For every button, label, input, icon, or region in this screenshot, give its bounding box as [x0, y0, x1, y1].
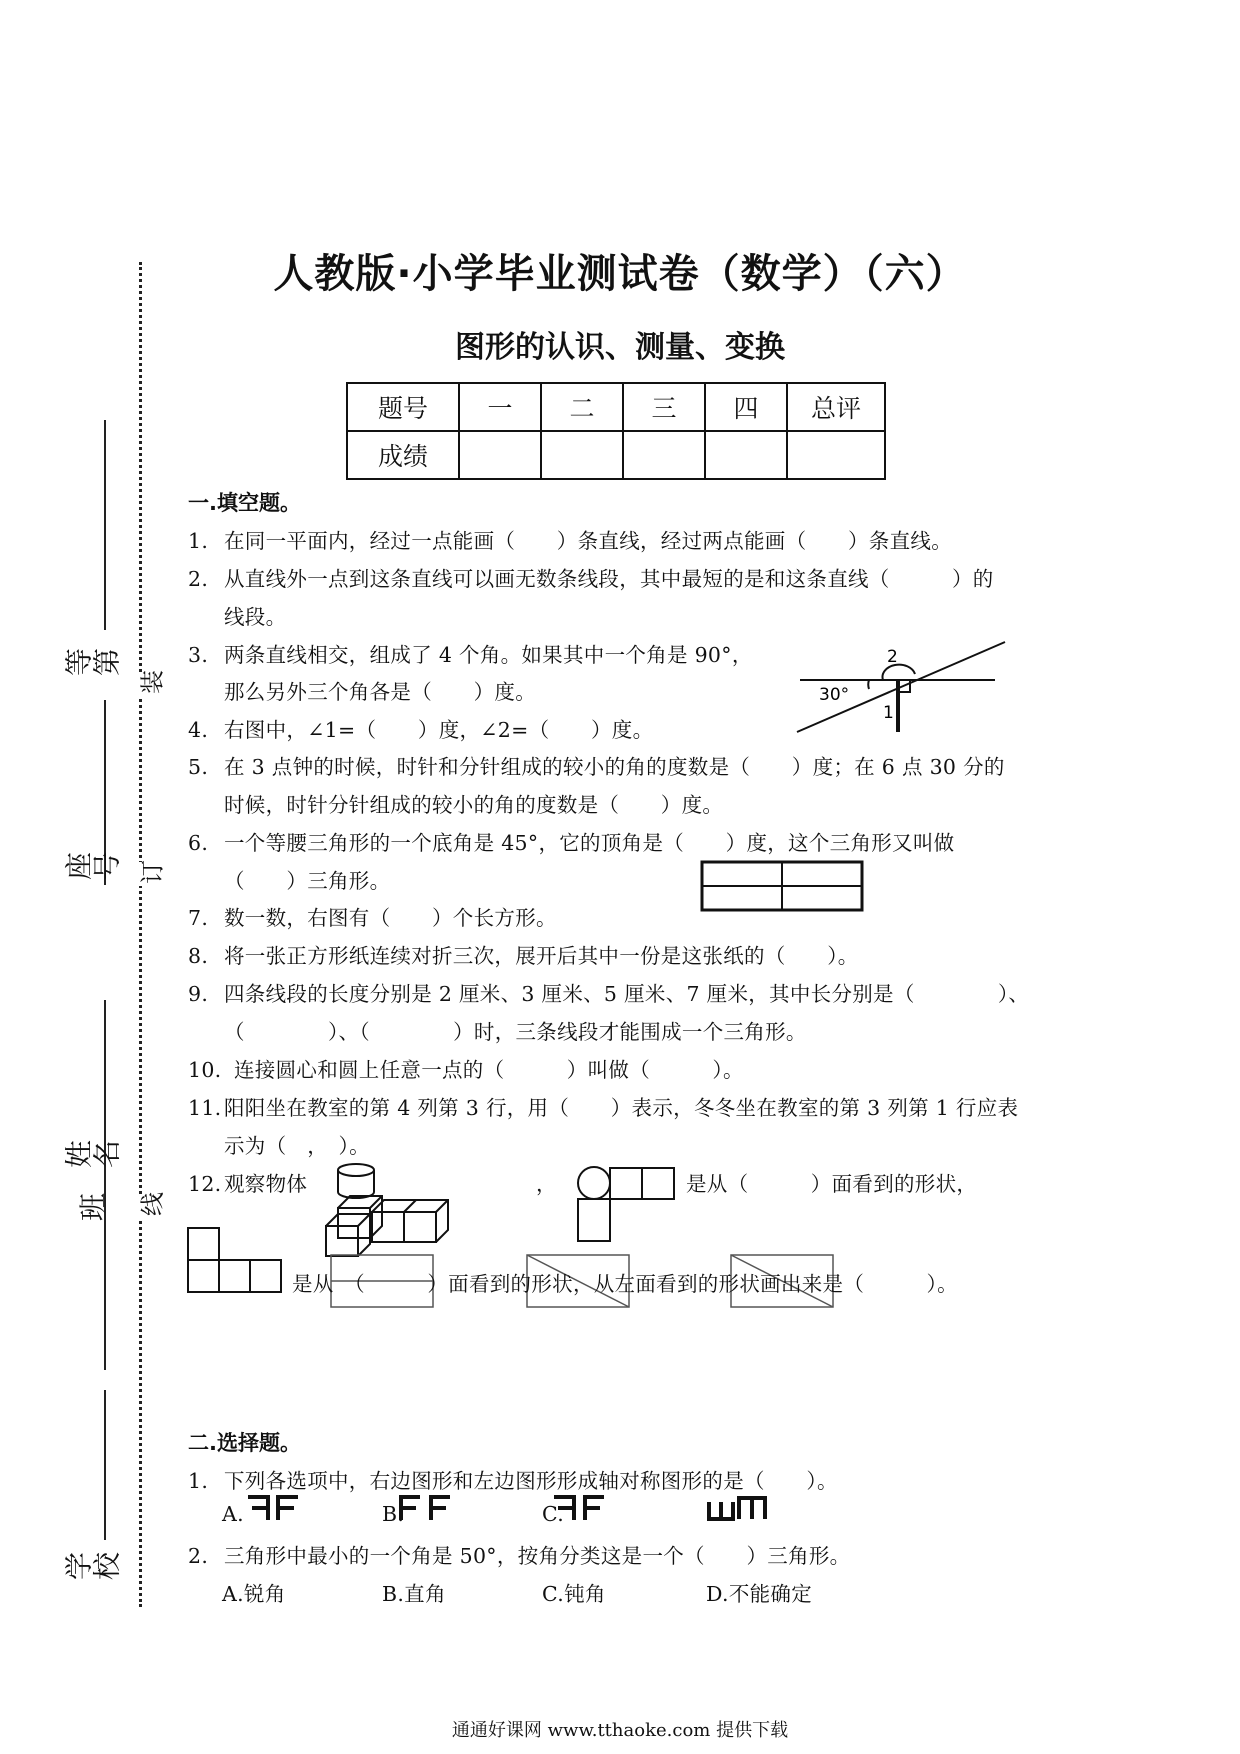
- question-1-12: [188, 1167, 307, 1197]
- question-1-3-line2: 那么另外三个角各是（ ）度。: [224, 680, 536, 704]
- view-l-shape-figure: [186, 1226, 284, 1296]
- question-1-3: [188, 638, 753, 668]
- score-input-cell[interactable]: [541, 431, 623, 479]
- question-number: 4.: [188, 718, 209, 742]
- question-1-7: [188, 901, 557, 931]
- question-number: 10.: [188, 1058, 222, 1082]
- question-1-5-line2: 时候，时针分针组成的较小的角的度数是（ ）度。: [224, 793, 724, 817]
- question-1-8: [188, 939, 859, 969]
- question-1-2-line2: 线段。: [224, 605, 287, 629]
- option-c[interactable]: C.钝角: [542, 1582, 606, 1606]
- question-number: 8.: [188, 944, 209, 968]
- page-subtitle: 图形的认识、测量、变换: [455, 330, 785, 365]
- binding-char-zhuang: 装: [134, 672, 169, 696]
- score-header-cell: 总评: [787, 383, 885, 431]
- question-1-2: [188, 562, 994, 592]
- question-text: 右图中，∠1=（ ）度，∠2=（ ）度。: [224, 718, 654, 742]
- score-input-cell[interactable]: [787, 431, 885, 479]
- sidebar-line-name: [104, 1000, 106, 1370]
- score-row-label: 成绩: [347, 431, 459, 479]
- question-number: 6.: [188, 831, 209, 855]
- question-text: 三角形中最小的一个角是 50°，按角分类这是一个（ ）三角形。: [224, 1544, 851, 1568]
- option-c-symbol: [552, 1494, 608, 1522]
- score-header-cell: 三: [623, 383, 705, 431]
- question-text: 下列各选项中，右边图形和左边图形形成轴对称图形的是（ ）。: [224, 1469, 838, 1493]
- section-heading-choice: 二.选择题。: [188, 1431, 301, 1455]
- score-input-cell[interactable]: [705, 431, 787, 479]
- sidebar-line-dengdi: [104, 420, 106, 630]
- score-table-score-row: [347, 431, 885, 479]
- page-title: 人教版·小学毕业测试卷（数学）（六）: [273, 251, 967, 297]
- question-text: 在同一平面内，经过一点能画（ ）条直线，经过两点能画（ ）条直线。: [224, 529, 952, 553]
- question-text: 四条线段的长度分别是 2 厘米、3 厘米、5 厘米、7 厘米，其中长分别是（ ）、: [224, 982, 1030, 1006]
- question-1-6: [188, 826, 954, 856]
- option-d[interactable]: D.不能确定: [706, 1582, 813, 1606]
- sidebar-line-school: [104, 1390, 106, 1540]
- question-number: 5.: [188, 755, 209, 779]
- question-1-11-line2: 示为（ ， ）。: [224, 1134, 370, 1158]
- question-number: 1.: [188, 529, 209, 553]
- question-1-4: [188, 713, 653, 743]
- section-heading-fill-blank: 一.填空题。: [188, 491, 301, 515]
- option-label: B.: [382, 1502, 405, 1526]
- option-label: A.: [222, 1502, 244, 1526]
- question-1-11: [188, 1091, 1018, 1121]
- question-text: 连接圆心和圆上任意一点的（ ）叫做（ ）。: [234, 1058, 744, 1082]
- question-text: 在 3 点钟的时候，时针和分针组成的较小的角的度数是（ ）度；在 6 点 30 分的: [224, 755, 1005, 779]
- question-text: 将一张正方形纸连续对折三次，展开后其中一份是这张纸的（ ）。: [224, 944, 859, 968]
- question-text: 阳阳坐在教室的第 4 列第 3 行，用（ ）表示，冬冬坐在教室的第 3 列第 1 行应表: [224, 1096, 1019, 1120]
- binding-char-xian: 线: [134, 1194, 169, 1218]
- score-header-cell: 题号: [347, 383, 459, 431]
- question-text: 从直线外一点到这条直线可以画无数条线段，其中最短的是和这条直线（ ）的: [224, 567, 994, 591]
- sidebar-label-school: 学校: [64, 1551, 120, 1584]
- question-text: 观察物体: [224, 1172, 308, 1196]
- question-1-12-comma: ，: [536, 1172, 557, 1196]
- score-header-cell: 二: [541, 383, 623, 431]
- question-1-12-line2: 是从 （ ）面看到的形状，从左面看到的形状画出来是（ ）。: [292, 1272, 958, 1296]
- question-1-10: [188, 1053, 744, 1083]
- sidebar-label-dengdi: 等第: [64, 647, 120, 680]
- question-2-2: [188, 1539, 850, 1569]
- binding-dotted-line: [139, 262, 142, 1607]
- question-number: 1.: [188, 1469, 209, 1493]
- question-1-9: [188, 977, 1029, 1007]
- option-b-symbol: [398, 1494, 454, 1522]
- question-1-5: [188, 750, 1005, 780]
- question-1-1: [188, 524, 952, 554]
- sidebar-label-class: 班: [78, 1192, 106, 1225]
- question-number: 2.: [188, 567, 209, 591]
- question-1-9-line2: （ ）、（ ）时，三条线段才能围成一个三角形。: [224, 1020, 807, 1044]
- intersecting-lines-figure: [795, 640, 1015, 735]
- angle-label-1: 1: [883, 703, 894, 723]
- option-a-symbol: [246, 1494, 302, 1522]
- option-label: C.: [542, 1502, 565, 1526]
- question-number: 3.: [188, 643, 209, 667]
- question-text: 数一数，右图有（ ）个长方形。: [224, 906, 557, 930]
- score-input-cell[interactable]: [459, 431, 541, 479]
- question-text: 两条直线相交，组成了 4 个角。如果其中一个角是 90°，: [224, 643, 753, 667]
- question-number: 11.: [188, 1096, 222, 1120]
- score-input-cell[interactable]: [623, 431, 705, 479]
- question-number: 9.: [188, 982, 209, 1006]
- score-header-cell: 一: [459, 383, 541, 431]
- question-number: 2.: [188, 1544, 209, 1568]
- option-d-symbol[interactable]: [706, 1494, 768, 1522]
- page-footer: 通通好课网 www.tthaoke.com 提供下载: [451, 1720, 789, 1741]
- sidebar-label-zuohao: 座号: [64, 851, 120, 884]
- question-1-12-view-text: 是从（ ）面看到的形状，: [686, 1172, 978, 1196]
- angle-label-2: 2: [887, 647, 898, 667]
- rectangles-figure: [700, 860, 864, 912]
- question-2-1: [188, 1464, 838, 1494]
- question-text: 一个等腰三角形的一个底角是 45°，它的顶角是（ ）度，这个三角形又叫做: [224, 831, 955, 855]
- binding-char-ding: 订: [134, 862, 169, 886]
- option-a[interactable]: [222, 1502, 244, 1526]
- view-circle-squares-figure: [576, 1166, 676, 1244]
- question-number: 12.: [188, 1172, 222, 1196]
- question-number: 7.: [188, 906, 209, 930]
- option-b[interactable]: B.直角: [382, 1582, 446, 1606]
- score-table-header-row: [347, 383, 885, 431]
- angle-label-30: 30°: [819, 685, 850, 705]
- question-1-6-line2: （ ）三角形。: [224, 869, 391, 893]
- score-table: [346, 382, 886, 480]
- option-a[interactable]: A.锐角: [222, 1582, 286, 1606]
- cubes-3d-figure: [322, 1162, 450, 1258]
- score-header-cell: 四: [705, 383, 787, 431]
- sidebar-label-name: 姓名: [64, 1139, 120, 1172]
